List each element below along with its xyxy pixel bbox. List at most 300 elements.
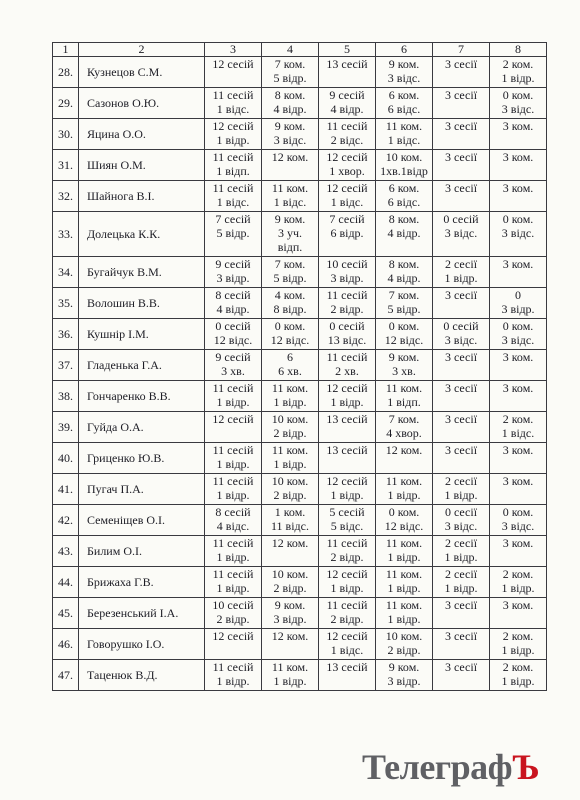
attendance-cell xyxy=(262,412,319,443)
cell-line: 6 ком. xyxy=(388,88,420,102)
table-row xyxy=(53,660,547,691)
attendance-cell xyxy=(490,381,547,412)
attendance-cell xyxy=(262,474,319,505)
cell-line: 1 відр. xyxy=(501,643,535,657)
table-row xyxy=(53,119,547,150)
cell-line: 12 сесій xyxy=(326,381,368,395)
cell-line: 1 відс. xyxy=(501,426,535,440)
table-row xyxy=(53,567,547,598)
cell-line: 11 сесій xyxy=(326,288,368,302)
cell-line: 12 сесій xyxy=(326,567,368,581)
cell-line: 10 ком. xyxy=(385,629,423,643)
attendance-cell xyxy=(490,257,547,288)
column-header: 4 xyxy=(262,43,319,57)
table-row xyxy=(53,381,547,412)
cell-line: 9 сесій xyxy=(215,257,251,271)
deputy-name: Семеніщев О.І. xyxy=(79,505,205,536)
cell-line: 13 сесій xyxy=(326,57,368,71)
attendance-cell xyxy=(490,319,547,350)
cell-line: 2 сесії xyxy=(444,536,478,550)
cell-line: 1 відр. xyxy=(501,674,535,688)
cell-line: 11 сесій xyxy=(212,474,254,488)
telegraf-watermark-logo xyxy=(362,746,539,788)
cell-line: 3 відс. xyxy=(273,133,307,147)
attendance-cell xyxy=(205,505,262,536)
cell-line: 0 сесій xyxy=(329,319,365,333)
attendance-cell xyxy=(490,536,547,567)
row-number: 28. xyxy=(53,57,79,88)
deputy-name: Говорушко І.О. xyxy=(79,629,205,660)
cell-line: 1 відр. xyxy=(444,488,478,502)
row-number: 47. xyxy=(53,660,79,691)
cell-line: 9 ком. xyxy=(274,119,306,133)
attendance-cell xyxy=(376,181,433,212)
cell-line: 12 відс. xyxy=(384,519,424,533)
attendance-cell xyxy=(262,381,319,412)
cell-line: 13 сесій xyxy=(326,412,368,426)
cell-line: 3 відс. xyxy=(501,226,535,240)
cell-line: 2 відр. xyxy=(387,643,421,657)
cell-line: 6 відр. xyxy=(330,226,364,240)
attendance-cell xyxy=(205,181,262,212)
attendance-cell xyxy=(490,350,547,381)
cell-line: 10 ком. xyxy=(385,150,423,164)
table-row xyxy=(53,598,547,629)
cell-line: 4 ком. xyxy=(274,288,306,302)
attendance-cell xyxy=(262,119,319,150)
attendance-cell xyxy=(376,567,433,598)
cell-line: 0 ком. xyxy=(502,212,534,226)
table-row xyxy=(53,212,547,257)
cell-line: 2 хв. xyxy=(335,364,359,378)
cell-line: 10 сесій xyxy=(212,598,254,612)
deputy-name: Пугач П.А. xyxy=(79,474,205,505)
attendance-cell xyxy=(433,567,490,598)
cell-line: 5 відр. xyxy=(216,226,250,240)
attendance-cell xyxy=(376,88,433,119)
header-row xyxy=(53,43,547,57)
cell-line: 1 відр. xyxy=(444,550,478,564)
deputy-name: Шайнога В.І. xyxy=(79,181,205,212)
attendance-cell xyxy=(319,505,376,536)
attendance-cell xyxy=(205,57,262,88)
cell-line: 12 ком. xyxy=(271,536,309,550)
cell-line: 6 xyxy=(287,350,293,364)
cell-line: 11 ком. xyxy=(385,474,423,488)
attendance-cell xyxy=(205,257,262,288)
attendance-cell xyxy=(433,505,490,536)
cell-line: 3 хв. xyxy=(392,364,416,378)
cell-line: 11 сесій xyxy=(326,536,368,550)
attendance-cell xyxy=(490,412,547,443)
attendance-cell xyxy=(319,660,376,691)
attendance-cell xyxy=(433,57,490,88)
deputy-name: Билим О.І. xyxy=(79,536,205,567)
cell-line: 7 сесій xyxy=(329,212,365,226)
cell-line: 5 сесій xyxy=(329,505,365,519)
attendance-cell xyxy=(433,443,490,474)
cell-line: 12 сесій xyxy=(212,57,254,71)
attendance-cell xyxy=(376,629,433,660)
deputy-name: Шиян О.М. xyxy=(79,150,205,181)
cell-line: 1 відр. xyxy=(387,612,421,626)
cell-line: 11 сесій xyxy=(212,536,254,550)
cell-line: 3 сесії xyxy=(444,598,478,612)
cell-line: 4 відр. xyxy=(387,271,421,285)
cell-line: 1 відп. xyxy=(387,395,421,409)
attendance-cell xyxy=(205,319,262,350)
cell-line: 1 відр. xyxy=(387,488,421,502)
attendance-cell xyxy=(376,598,433,629)
row-number: 44. xyxy=(53,567,79,598)
deputy-name: Гладенька Г.А. xyxy=(79,350,205,381)
attendance-cell xyxy=(319,412,376,443)
cell-line: 11 ком. xyxy=(385,119,423,133)
attendance-cell xyxy=(376,119,433,150)
cell-line: 3 ком. xyxy=(502,598,534,612)
attendance-cell xyxy=(319,181,376,212)
cell-line: 6 ком. xyxy=(388,181,420,195)
attendance-cell xyxy=(205,536,262,567)
cell-line: 8 ком. xyxy=(388,212,420,226)
attendance-cell xyxy=(490,505,547,536)
attendance-cell xyxy=(433,119,490,150)
cell-line: 8 ком. xyxy=(388,257,420,271)
attendance-cell xyxy=(319,350,376,381)
cell-line: 11 сесій xyxy=(212,567,254,581)
row-number: 36. xyxy=(53,319,79,350)
attendance-cell xyxy=(376,288,433,319)
cell-line: 9 ком. xyxy=(388,660,420,674)
attendance-cell xyxy=(433,660,490,691)
cell-line: 12 відс. xyxy=(270,333,310,347)
attendance-cell xyxy=(490,150,547,181)
attendance-cell xyxy=(433,212,490,257)
cell-line: 7 ком. xyxy=(388,412,420,426)
cell-line: 9 ком. xyxy=(388,57,420,71)
cell-line: 3 уч. xyxy=(277,226,303,240)
cell-line: 3 відс. xyxy=(387,71,421,85)
cell-line: 12 ком. xyxy=(271,629,309,643)
attendance-cell xyxy=(319,150,376,181)
attendance-cell xyxy=(262,443,319,474)
attendance-cell xyxy=(319,212,376,257)
cell-line: 3 відр. xyxy=(273,612,307,626)
cell-line: 3 відс. xyxy=(501,333,535,347)
cell-line: 1 відс. xyxy=(330,195,364,209)
column-header: 2 xyxy=(79,43,205,57)
cell-line: 8 ком. xyxy=(274,88,306,102)
cell-line: 11 сесій xyxy=(326,119,368,133)
cell-line: 1 відп. xyxy=(216,164,250,178)
cell-line: 8 сесій xyxy=(215,505,251,519)
attendance-cell xyxy=(262,181,319,212)
cell-line: 13 відс. xyxy=(327,333,367,347)
cell-line: 3 сесії xyxy=(444,88,478,102)
attendance-cell xyxy=(376,257,433,288)
cell-line: 1 відр. xyxy=(216,133,250,147)
cell-line: 9 ком. xyxy=(274,598,306,612)
attendance-cell xyxy=(433,350,490,381)
cell-line: 3 сесії xyxy=(444,57,478,71)
cell-line: 6 відс. xyxy=(387,102,421,116)
attendance-cell xyxy=(205,150,262,181)
deputy-name: Гуйда О.А. xyxy=(79,412,205,443)
attendance-cell xyxy=(205,88,262,119)
cell-line: 2 ком. xyxy=(502,660,534,674)
cell-line: 3 сесії xyxy=(444,150,478,164)
cell-line: 2 ком. xyxy=(502,57,534,71)
cell-line: 1 ком. xyxy=(274,505,306,519)
attendance-cell xyxy=(205,288,262,319)
cell-line: 1 відс. xyxy=(273,195,307,209)
cell-line: відп. xyxy=(277,240,303,254)
attendance-cell xyxy=(490,57,547,88)
cell-line: 1 відс. xyxy=(330,643,364,657)
cell-line: 3 сесії xyxy=(444,381,478,395)
deputy-name: Гончаренко В.В. xyxy=(79,381,205,412)
table-row xyxy=(53,150,547,181)
attendance-cell xyxy=(490,660,547,691)
attendance-cell xyxy=(433,474,490,505)
cell-line: 1 відс. xyxy=(216,195,250,209)
deputy-name: Долецька К.К. xyxy=(79,212,205,257)
table-row xyxy=(53,629,547,660)
column-header: 6 xyxy=(376,43,433,57)
attendance-cell xyxy=(262,57,319,88)
cell-line: 11 ком. xyxy=(385,598,423,612)
row-number: 38. xyxy=(53,381,79,412)
row-number: 45. xyxy=(53,598,79,629)
attendance-cell xyxy=(376,412,433,443)
attendance-cell xyxy=(490,119,547,150)
cell-line: 2 сесії xyxy=(444,567,478,581)
cell-line: 3 хв. xyxy=(221,364,245,378)
attendance-table xyxy=(52,42,547,691)
deputy-name: Таценюк В.Д. xyxy=(79,660,205,691)
attendance-cell xyxy=(433,181,490,212)
cell-line: 3 сесії xyxy=(444,181,478,195)
attendance-cell xyxy=(205,443,262,474)
cell-line: 3 ком. xyxy=(502,381,534,395)
cell-line: 11 сесій xyxy=(212,443,254,457)
cell-line: 3 відс. xyxy=(501,102,535,116)
cell-line: 1 відр. xyxy=(330,581,364,595)
attendance-cell xyxy=(433,381,490,412)
attendance-cell xyxy=(319,536,376,567)
deputy-name: Брижаха Г.В. xyxy=(79,567,205,598)
cell-line: 1 відс. xyxy=(387,133,421,147)
attendance-cell xyxy=(490,212,547,257)
cell-line: 10 ком. xyxy=(271,567,309,581)
table-row xyxy=(53,443,547,474)
table-row xyxy=(53,319,547,350)
cell-line: 1 відр. xyxy=(501,581,535,595)
attendance-cell xyxy=(262,257,319,288)
cell-line: 8 сесій xyxy=(215,288,251,302)
cell-line: 9 сесій xyxy=(215,350,251,364)
deputy-name: Кушнір І.М. xyxy=(79,319,205,350)
table-row xyxy=(53,181,547,212)
cell-line: 4 відр. xyxy=(330,102,364,116)
cell-line: 12 сесій xyxy=(212,412,254,426)
attendance-cell xyxy=(433,288,490,319)
attendance-cell xyxy=(262,319,319,350)
row-number: 41. xyxy=(53,474,79,505)
cell-line: 1 відр. xyxy=(216,395,250,409)
attendance-cell xyxy=(433,629,490,660)
attendance-cell xyxy=(205,350,262,381)
cell-line: 1 відр. xyxy=(216,488,250,502)
table-row xyxy=(53,350,547,381)
cell-line: 3 сесії xyxy=(444,119,478,133)
cell-line: 12 сесій xyxy=(326,629,368,643)
cell-line: 3 відс. xyxy=(444,519,478,533)
cell-line: 3 ком. xyxy=(502,443,534,457)
cell-line: 11 ком. xyxy=(385,567,423,581)
attendance-cell xyxy=(490,288,547,319)
watermark-mark: Ъ xyxy=(512,747,540,787)
cell-line: 11 ком. xyxy=(271,181,309,195)
cell-line: 1 відр. xyxy=(216,581,250,595)
cell-line: 1хв.1відр xyxy=(380,164,428,178)
attendance-cell xyxy=(205,660,262,691)
attendance-cell xyxy=(262,505,319,536)
cell-line: 3 ком. xyxy=(502,257,534,271)
cell-line: 0 сесій xyxy=(443,319,479,333)
attendance-cell xyxy=(490,629,547,660)
cell-line: 3 відр. xyxy=(330,271,364,285)
cell-line: 3 ком. xyxy=(502,536,534,550)
cell-line: 11 сесій xyxy=(326,350,368,364)
attendance-cell xyxy=(319,598,376,629)
table-row xyxy=(53,57,547,88)
cell-line: 3 ком. xyxy=(502,150,534,164)
attendance-table-sheet xyxy=(52,42,546,691)
cell-line: 1 відр. xyxy=(444,581,478,595)
cell-line: 11 ком. xyxy=(271,660,309,674)
cell-line: 7 ком. xyxy=(274,57,306,71)
attendance-cell xyxy=(262,660,319,691)
cell-line: 11 сесій xyxy=(212,181,254,195)
cell-line: 1 відр. xyxy=(330,395,364,409)
cell-line: 0 xyxy=(515,288,521,302)
cell-line: 5 відс. xyxy=(330,519,364,533)
cell-line: 2 ком. xyxy=(502,629,534,643)
column-header: 3 xyxy=(205,43,262,57)
cell-line: 11 сесій xyxy=(212,660,254,674)
attendance-cell xyxy=(490,474,547,505)
cell-line: 3 ком. xyxy=(502,474,534,488)
cell-line: 7 ком. xyxy=(388,288,420,302)
cell-line: 3 ком. xyxy=(502,350,534,364)
row-number: 34. xyxy=(53,257,79,288)
cell-line: 3 відр. xyxy=(387,674,421,688)
cell-line: 0 ком. xyxy=(274,319,306,333)
cell-line: 0 ком. xyxy=(388,319,420,333)
cell-line: 5 відр. xyxy=(273,71,307,85)
attendance-cell xyxy=(376,536,433,567)
attendance-cell xyxy=(205,474,262,505)
deputy-name: Кузнецов С.М. xyxy=(79,57,205,88)
cell-line: 11 сесій xyxy=(326,598,368,612)
cell-line: 9 ком. xyxy=(274,212,306,226)
cell-line: 11 сесій xyxy=(212,381,254,395)
attendance-cell xyxy=(262,350,319,381)
attendance-cell xyxy=(205,567,262,598)
cell-line: 0 ком. xyxy=(502,319,534,333)
row-number: 30. xyxy=(53,119,79,150)
cell-line: 4 відр. xyxy=(216,302,250,316)
cell-line: 11 сесій xyxy=(212,150,254,164)
attendance-cell xyxy=(262,212,319,257)
deputy-name: Яцина О.О. xyxy=(79,119,205,150)
attendance-cell xyxy=(262,536,319,567)
cell-line: 0 ком. xyxy=(502,505,534,519)
attendance-cell xyxy=(319,88,376,119)
attendance-cell xyxy=(319,474,376,505)
cell-line: 3 ком. xyxy=(502,181,534,195)
cell-line: 4 відр. xyxy=(387,226,421,240)
attendance-cell xyxy=(205,381,262,412)
row-number: 37. xyxy=(53,350,79,381)
attendance-cell xyxy=(319,567,376,598)
cell-line: 12 сесій xyxy=(326,181,368,195)
cell-line: 10 сесій xyxy=(326,257,368,271)
attendance-cell xyxy=(319,443,376,474)
attendance-cell xyxy=(319,57,376,88)
cell-line: 3 відс. xyxy=(444,333,478,347)
attendance-cell xyxy=(205,598,262,629)
cell-line: 3 ком. xyxy=(502,119,534,133)
deputy-name: Сазонов О.Ю. xyxy=(79,88,205,119)
cell-line: 0 ком. xyxy=(502,88,534,102)
cell-line: 8 відр. xyxy=(273,302,307,316)
attendance-cell xyxy=(376,57,433,88)
cell-line: 13 сесій xyxy=(326,443,368,457)
deputy-name: Волошин В.В. xyxy=(79,288,205,319)
attendance-cell xyxy=(376,381,433,412)
cell-line: 3 сесії xyxy=(444,629,478,643)
cell-line: 0 ком. xyxy=(388,505,420,519)
table-row xyxy=(53,412,547,443)
cell-line: 5 відр. xyxy=(387,302,421,316)
cell-line: 3 сесії xyxy=(444,443,478,457)
attendance-cell xyxy=(433,88,490,119)
attendance-cell xyxy=(490,567,547,598)
watermark-text: Телеграф xyxy=(362,747,513,787)
table-row xyxy=(53,257,547,288)
attendance-cell xyxy=(376,660,433,691)
deputy-name: Бугайчук В.М. xyxy=(79,257,205,288)
cell-line: 2 відр. xyxy=(330,612,364,626)
row-number: 39. xyxy=(53,412,79,443)
attendance-cell xyxy=(433,412,490,443)
attendance-cell xyxy=(262,598,319,629)
cell-line: 1 відр. xyxy=(330,488,364,502)
attendance-cell xyxy=(376,505,433,536)
cell-line: 2 сесії xyxy=(444,474,478,488)
cell-line: 3 сесії xyxy=(444,288,478,302)
cell-line: 1 відр. xyxy=(216,457,250,471)
attendance-cell xyxy=(376,443,433,474)
attendance-cell xyxy=(376,212,433,257)
cell-line: 6 відс. xyxy=(387,195,421,209)
attendance-cell xyxy=(490,88,547,119)
cell-line: 10 ком. xyxy=(271,474,309,488)
attendance-cell xyxy=(376,319,433,350)
cell-line: 7 ком. xyxy=(274,257,306,271)
